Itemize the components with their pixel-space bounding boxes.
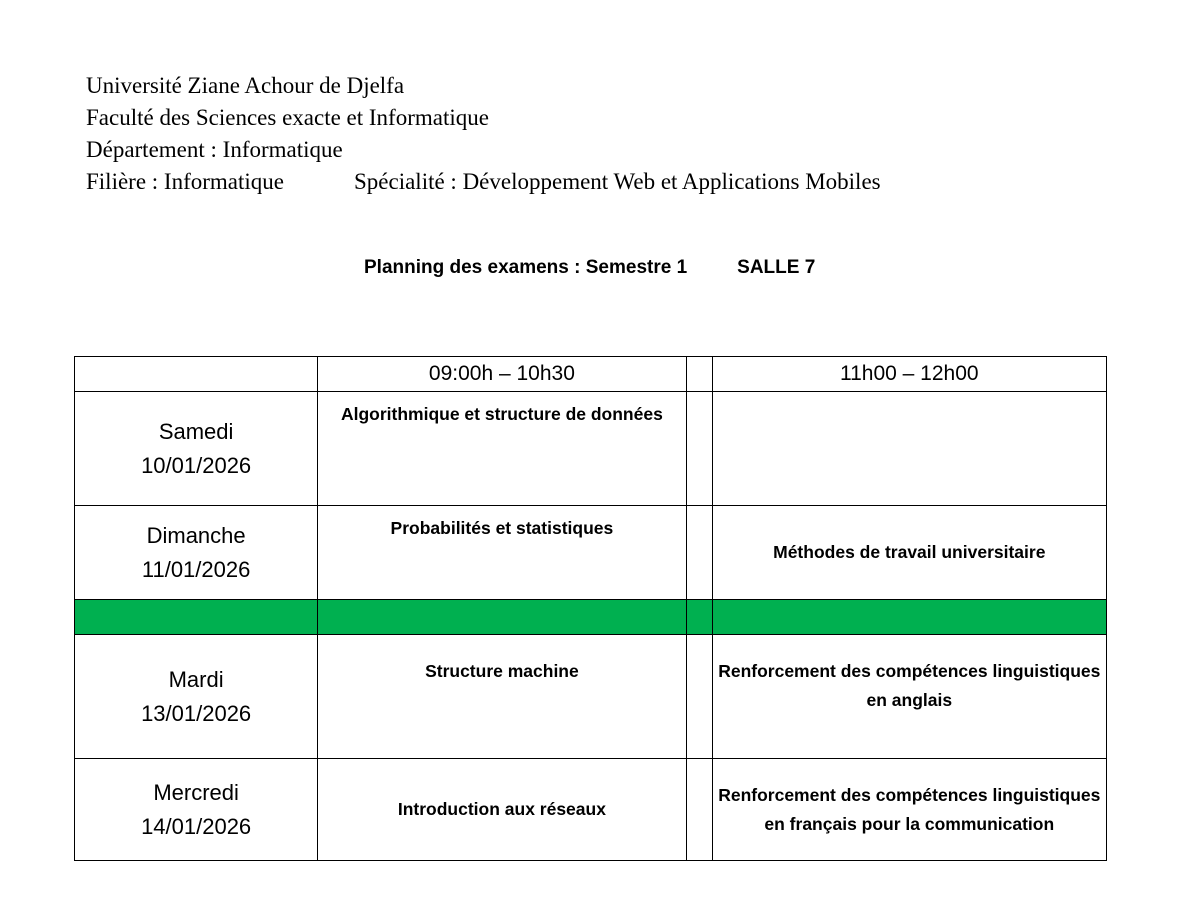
exam-slot2-cell: Renforcement des compétences linguistiques en anglais xyxy=(712,635,1106,759)
day-date: 14/01/2026 xyxy=(141,813,252,839)
day-name: Mardi xyxy=(168,666,224,692)
table-row xyxy=(75,392,1107,506)
separator-cell xyxy=(686,759,712,861)
exam-slot1-cell: Probabilités et statistiques xyxy=(318,506,686,600)
break-cell xyxy=(686,600,712,635)
table-row xyxy=(75,759,1107,861)
day-cell xyxy=(75,635,318,759)
separator-cell xyxy=(686,635,712,759)
separator-header-cell xyxy=(686,357,712,392)
planning-title xyxy=(364,254,815,282)
break-cell xyxy=(712,600,1106,635)
table-header-row xyxy=(75,357,1107,392)
separator-cell xyxy=(686,506,712,600)
day-date: 10/01/2026 xyxy=(141,452,252,478)
day-name: Mercredi xyxy=(153,779,239,805)
university-name: Université Ziane Achour de Djelfa xyxy=(86,73,405,98)
header-empty-cell xyxy=(75,357,318,392)
filiere-label: Filière : Informatique xyxy=(86,169,284,194)
document-header xyxy=(86,70,881,198)
table-row xyxy=(75,506,1107,600)
slot1-header: 09:00h – 10h30 xyxy=(318,357,686,392)
filiere-specialite-line xyxy=(86,166,881,198)
day-name: Samedi xyxy=(158,418,234,444)
exam-slot2-cell: Renforcement des compétences linguistiques en français pour la communication xyxy=(712,759,1106,861)
separator-cell xyxy=(686,392,712,506)
break-cell xyxy=(75,600,318,635)
break-cell xyxy=(318,600,686,635)
exam-slot1-cell: Algorithmique et structure de données xyxy=(318,392,686,506)
specialite-label: Spécialité : Développement Web et Applications Mobiles xyxy=(354,169,881,194)
planning-title-text: Planning des examens : Semestre 1 xyxy=(364,257,688,278)
day-cell xyxy=(75,759,318,861)
day-cell xyxy=(75,392,318,506)
faculty-name: Faculté des Sciences exacte et Informatique xyxy=(86,105,489,130)
exam-slot1-cell: Introduction aux réseaux xyxy=(318,759,686,861)
day-cell xyxy=(75,506,318,600)
day-date: 11/01/2026 xyxy=(141,556,251,582)
day-name: Dimanche xyxy=(146,522,246,548)
department-name: Département : Informatique xyxy=(86,137,343,162)
day-date: 13/01/2026 xyxy=(141,700,252,726)
exam-schedule-table xyxy=(74,356,1107,861)
exam-slot1-cell: Structure machine xyxy=(318,635,686,759)
salle-label: SALLE 7 xyxy=(737,257,816,278)
exam-slot2-cell xyxy=(712,392,1106,506)
table-row xyxy=(75,635,1107,759)
break-row xyxy=(75,600,1107,635)
exam-slot2-cell: Méthodes de travail universitaire xyxy=(712,506,1106,600)
slot2-header: 11h00 – 12h00 xyxy=(712,357,1106,392)
